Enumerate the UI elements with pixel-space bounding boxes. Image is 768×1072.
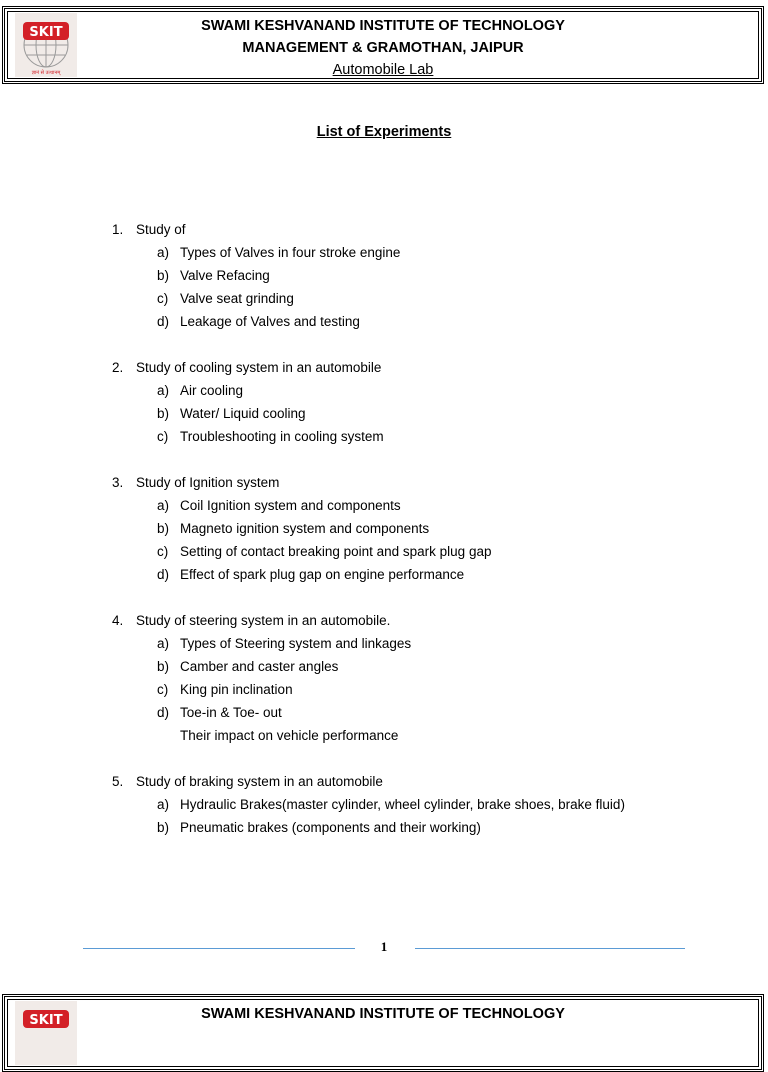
sub-item-letter: a) — [157, 636, 170, 651]
sub-item — [157, 425, 732, 448]
sub-item-letter: c) — [157, 291, 169, 306]
experiment-item — [112, 218, 732, 333]
institute-location: MANAGEMENT & GRAMOTHAN, JAIPUR — [242, 40, 524, 56]
institute-name: SWAMI KESHVANAND INSTITUTE OF TECHNOLOGY — [201, 1006, 565, 1022]
sub-item — [157, 287, 732, 310]
experiment-number: 2. — [112, 360, 124, 375]
sub-item-letter: a) — [157, 245, 170, 260]
experiment-heading — [112, 609, 732, 632]
next-page-header — [2, 994, 764, 1072]
experiment-number: 5. — [112, 774, 124, 789]
sub-item-letter: b) — [157, 659, 170, 674]
sub-item-text: King pin inclination — [180, 682, 293, 697]
sub-item-text: Camber and caster angles — [180, 659, 339, 674]
experiment-title: Study of braking system in an automobile — [136, 774, 383, 789]
institute-name: SWAMI KESHVANAND INSTITUTE OF TECHNOLOGY — [201, 18, 565, 34]
sub-item-text: Air cooling — [180, 383, 244, 398]
sub-item — [157, 310, 732, 333]
sub-item-letter: d) — [157, 314, 170, 329]
sub-item-letter: c) — [157, 682, 169, 697]
sub-item — [157, 517, 732, 540]
logo-motto: ज्ञानं से उत्थानम् — [31, 70, 61, 76]
sub-item-letter: b) — [157, 820, 170, 835]
sub-item-text: Leakage of Valves and testing — [180, 314, 360, 329]
logo-text: SKIT — [29, 1013, 63, 1028]
sub-item-letter: a) — [157, 383, 170, 398]
sub-item-text: Water/ Liquid cooling — [180, 406, 306, 421]
sub-item-letter: a) — [157, 797, 170, 812]
sub-item — [157, 632, 732, 655]
footer-rule-right — [415, 948, 685, 949]
experiment-heading — [112, 471, 732, 494]
sub-item-letter: b) — [157, 521, 170, 536]
sub-item-text: Troubleshooting in cooling system — [180, 429, 384, 444]
experiment-number: 1. — [112, 222, 124, 237]
sub-item-text: Coil Ignition system and components — [180, 498, 401, 513]
experiment-item — [112, 356, 732, 448]
experiment-title: Study of cooling system in an automobile — [136, 360, 382, 375]
sub-item — [157, 402, 732, 425]
sub-item-letter: c) — [157, 544, 169, 559]
sub-item — [157, 701, 732, 724]
experiment-note: Their impact on vehicle performance — [180, 728, 399, 743]
sub-item — [157, 816, 732, 839]
sub-item — [157, 793, 732, 816]
experiment-number: 4. — [112, 613, 124, 628]
sub-item-text: Setting of contact breaking point and spark plug gap — [180, 544, 492, 559]
sub-item-letter: b) — [157, 406, 170, 421]
sub-item-text: Toe-in & Toe- out — [180, 705, 282, 720]
experiment-list — [112, 218, 732, 862]
experiment-heading — [112, 770, 732, 793]
sub-item-text: Valve Refacing — [180, 268, 270, 283]
sub-item-text: Pneumatic brakes (components and their working) — [180, 820, 481, 835]
page-number: 1 — [380, 939, 388, 954]
sub-item-text: Valve seat grinding — [180, 291, 294, 306]
sub-item — [157, 563, 732, 586]
experiment-title: Study of Ignition system — [136, 475, 280, 490]
sub-item-letter: c) — [157, 429, 169, 444]
sub-item-text: Types of Valves in four stroke engine — [180, 245, 401, 260]
logo-text: SKIT — [29, 25, 63, 40]
sub-item — [157, 655, 732, 678]
sub-item — [157, 241, 732, 264]
experiment-item — [112, 609, 732, 747]
experiment-number: 3. — [112, 475, 124, 490]
header-text — [85, 1003, 681, 1025]
sub-item-text: Effect of spark plug gap on engine performance — [180, 567, 465, 582]
page-footer — [0, 936, 768, 960]
sub-item — [157, 540, 732, 563]
header-text — [85, 15, 681, 81]
experiment-title: Study of steering system in an automobile. — [136, 613, 391, 628]
experiment-item — [112, 471, 732, 586]
sub-item — [157, 678, 732, 701]
sub-item-text: Types of Steering system and linkages — [180, 636, 412, 651]
sub-item-text: Hydraulic Brakes(master cylinder, wheel cylinder, brake shoes, brake fluid) — [180, 797, 625, 812]
sub-item — [157, 264, 732, 287]
page-header — [2, 6, 764, 84]
experiment-title: Study of — [136, 222, 186, 237]
experiment-item — [112, 770, 732, 839]
sub-item-letter: b) — [157, 268, 170, 283]
experiment-heading — [112, 356, 732, 379]
page-title: List of Experiments — [316, 124, 452, 140]
skit-logo — [15, 1001, 77, 1065]
sub-item-letter: d) — [157, 705, 170, 720]
sub-item-letter: a) — [157, 498, 170, 513]
sub-item-text: Magneto ignition system and components — [180, 521, 430, 536]
sub-item-letter: d) — [157, 567, 170, 582]
sub-item — [157, 379, 732, 402]
skit-logo — [15, 13, 77, 77]
lab-name: Automobile Lab — [332, 62, 434, 78]
experiment-heading — [112, 218, 732, 241]
footer-rule-left — [83, 948, 355, 949]
sub-item — [157, 494, 732, 517]
